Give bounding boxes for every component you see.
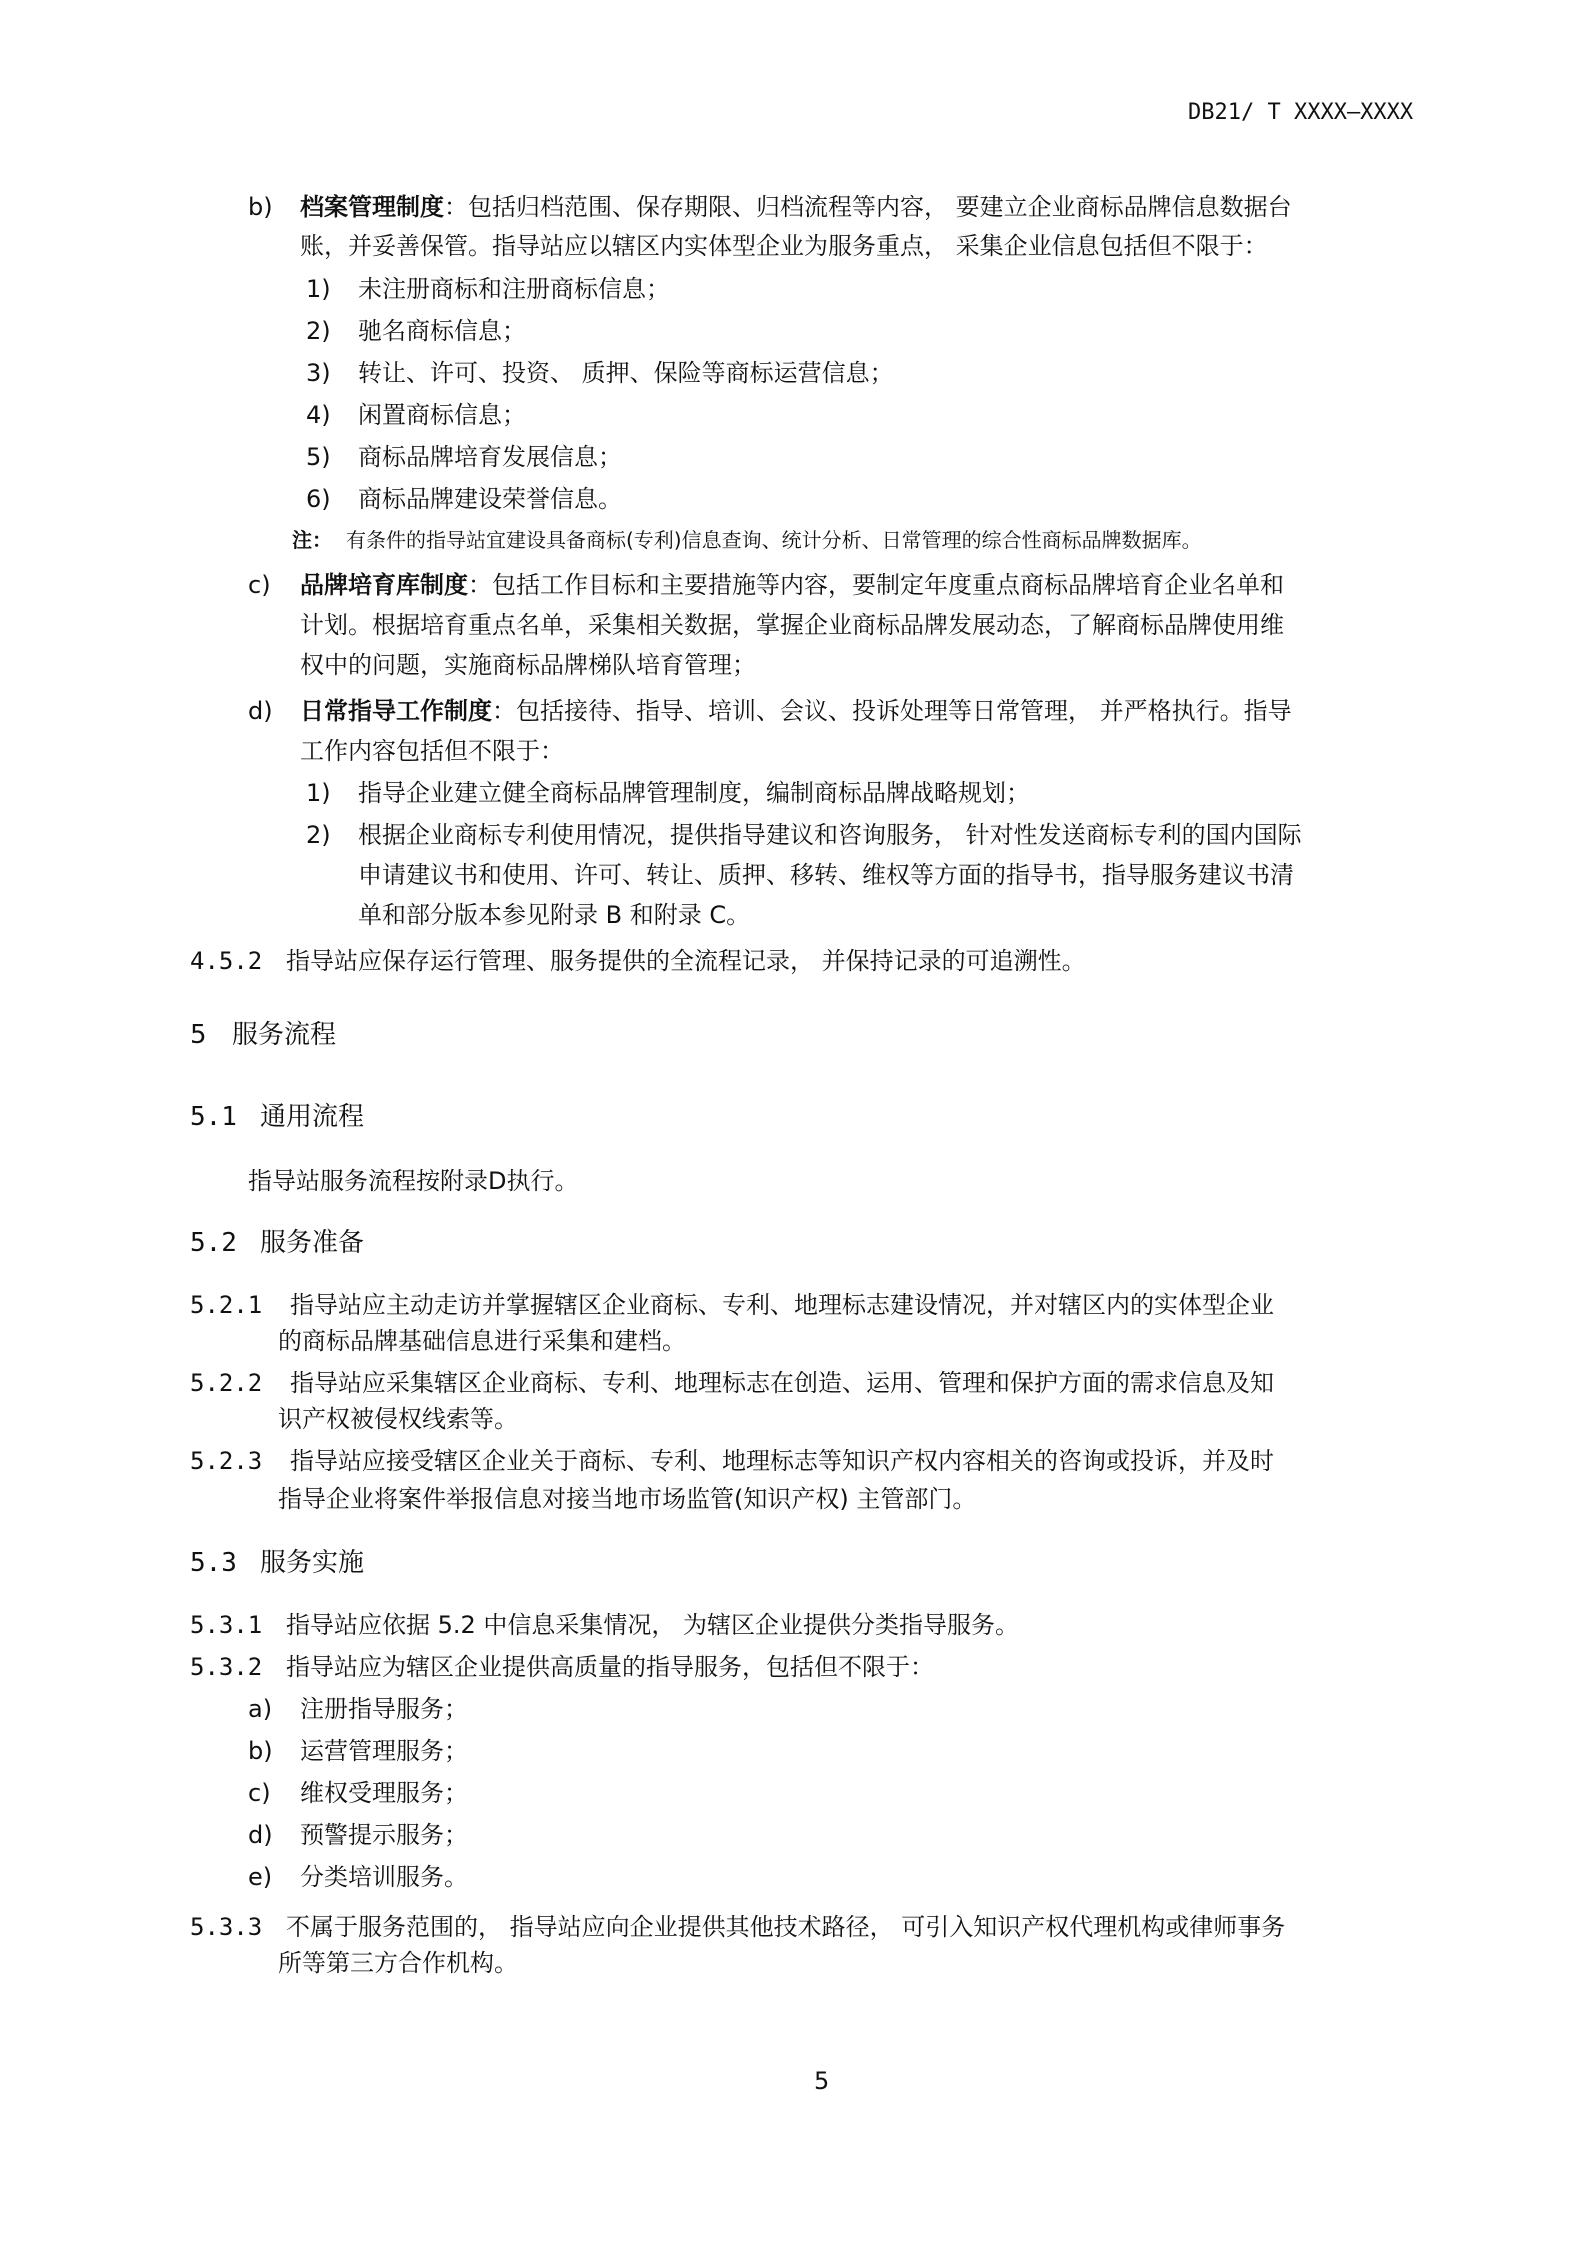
list-item	[306, 352, 894, 394]
section-title: 服务实施	[260, 1548, 365, 1578]
section-number: 5.2	[190, 1228, 237, 1258]
clause-text: 指导站应接受辖区企业关于商标、专利、地理标志等知识产权内容相关的咨询或投诉，并及时	[290, 1447, 1274, 1475]
item-label: b)	[248, 1737, 273, 1765]
clause-text: 指导站应为辖区企业提供高质量的指导服务，包括但不限于：	[286, 1653, 934, 1681]
clause-continuation: 识产权被侵权线索等。	[278, 1405, 518, 1433]
note-text: 有条件的指导站宜建设具备商标(专利)信息查询、统计分析、日常管理的综合性商标品牌数据库。	[346, 528, 1202, 552]
d-item-line1	[300, 690, 1292, 732]
item-text: 运营管理服务；	[300, 1737, 468, 1765]
c-item-title: 品牌培育库制度	[300, 571, 468, 599]
list-item	[248, 1688, 468, 1730]
section-heading-5-2	[190, 1222, 364, 1264]
list-item	[306, 310, 526, 352]
b-item-title: 档案管理制度	[300, 193, 444, 221]
page-number: 5	[814, 2067, 830, 2095]
document-code: DB21/ T XXXX—XXXX	[1188, 100, 1414, 125]
c-item-line2: 计划。根据培育重点名单，采集相关数据，掌握企业商标品牌发展动态，了解商标品牌使用维	[300, 611, 1284, 639]
c-item-line3: 权中的问题，实施商标品牌梯队培育管理；	[300, 651, 756, 679]
list-label-c: c)	[248, 571, 271, 599]
section-heading-5-1	[190, 1096, 364, 1138]
item-label: c)	[248, 1779, 271, 1807]
list-item	[248, 1730, 468, 1772]
list-item	[306, 436, 622, 478]
item-text: 指导企业建立健全商标品牌管理制度，编制商标品牌战略规划；	[358, 779, 1030, 807]
clause-number: 5.2.3	[190, 1447, 263, 1475]
item-number: 3)	[306, 359, 331, 387]
list-item-continuation: 单和部分版本参见附录 B 和附录 C。	[358, 901, 751, 929]
clause-4-5-2	[190, 940, 1086, 982]
item-text: 商标品牌培育发展信息；	[358, 443, 622, 471]
section-heading-5	[190, 1014, 336, 1056]
item-number: 4)	[306, 401, 331, 429]
list-item	[306, 268, 670, 310]
item-text: 维权受理服务；	[300, 1779, 468, 1807]
section-number: 5	[190, 1020, 207, 1050]
item-text: 商标品牌建设荣誉信息。	[358, 485, 622, 513]
note-label: 注：	[292, 528, 332, 552]
d-item-line2: 工作内容包括但不限于：	[300, 737, 564, 765]
clause-text: 指导站应依据 5.2 中信息采集情况， 为辖区企业提供分类指导服务。	[286, 1611, 1020, 1639]
clause-5-3-2	[190, 1646, 934, 1688]
c-item-line1	[300, 564, 1284, 606]
clause-number: 5.2.2	[190, 1369, 263, 1397]
list-item-continuation: 申请建议书和使用、许可、转让、质押、移转、维权等方面的指导书，指导服务建议书清	[358, 861, 1294, 889]
clause-continuation: 指导企业将案件举报信息对接当地市场监管(知识产权) 主管部门。	[278, 1485, 977, 1513]
section-title: 通用流程	[260, 1102, 365, 1132]
clause-text: 指导站应保存运行管理、服务提供的全流程记录， 并保持记录的可追溯性。	[286, 947, 1086, 975]
b-item-line2: 账，并妥善保管。指导站应以辖区内实体型企业为服务重点， 采集企业信息包括但不限于：	[300, 232, 1268, 260]
item-label: e)	[248, 1863, 273, 1891]
list-label-d: d)	[248, 697, 273, 725]
clause-continuation: 的商标品牌基础信息进行采集和建档。	[278, 1327, 686, 1355]
list-item	[306, 814, 1302, 856]
clause-text: 指导站应主动走访并掌握辖区企业商标、专利、地理标志建设情况，并对辖区内的实体型企业	[290, 1291, 1274, 1319]
clause-text: 指导站应采集辖区企业商标、专利、地理标志在创造、运用、管理和保护方面的需求信息及知	[290, 1369, 1274, 1397]
list-label-b: b)	[248, 193, 273, 221]
item-text: 分类培训服务。	[300, 1863, 468, 1891]
section-title: 服务流程	[232, 1020, 337, 1050]
clause-number: 5.3.1	[190, 1611, 263, 1639]
clause-text: 不属于服务范围的， 指导站应向企业提供其他技术路径， 可引入知识产权代理机构或律师事务	[286, 1913, 1286, 1941]
item-number: 2)	[306, 317, 331, 345]
section-title: 服务准备	[260, 1228, 365, 1258]
clause-number: 5.2.1	[190, 1291, 263, 1319]
item-text: 转让、许可、投资、 质押、保险等商标运营信息；	[358, 359, 894, 387]
section-number: 5.1	[190, 1102, 237, 1132]
item-number: 1)	[306, 275, 331, 303]
item-label: d)	[248, 1821, 273, 1849]
list-item	[306, 772, 1030, 814]
item-number: 6)	[306, 485, 331, 513]
note	[292, 522, 1202, 558]
item-label: a)	[248, 1695, 273, 1723]
section-heading-5-3	[190, 1542, 364, 1584]
item-text: 未注册商标和注册商标信息；	[358, 275, 670, 303]
d-item-title: 日常指导工作制度	[300, 697, 492, 725]
item-text: 闲置商标信息；	[358, 401, 526, 429]
list-item	[248, 1772, 468, 1814]
section-number: 5.3	[190, 1548, 237, 1578]
clause-5-2-3	[190, 1440, 1274, 1482]
paragraph: 指导站服务流程按附录D执行。	[248, 1167, 579, 1195]
clause-number: 5.3.3	[190, 1913, 263, 1941]
clause-number: 4.5.2	[190, 947, 263, 975]
item-text: 根据企业商标专利使用情况，提供指导建议和咨询服务， 针对性发送商标专利的国内国际	[358, 821, 1302, 849]
item-text: 驰名商标信息；	[358, 317, 526, 345]
clause-5-3-1	[190, 1604, 1019, 1646]
list-item	[248, 1814, 468, 1856]
item-text: 注册指导服务；	[300, 1695, 468, 1723]
d-item-text: ：包括接待、指导、培训、会议、投诉处理等日常管理， 并严格执行。指导	[492, 697, 1292, 725]
item-number: 2)	[306, 821, 331, 849]
list-item	[306, 394, 526, 436]
list-item	[248, 1856, 468, 1898]
b-item-line1	[300, 186, 1292, 228]
clause-continuation: 所等第三方合作机构。	[278, 1949, 518, 1977]
item-number: 5)	[306, 443, 331, 471]
item-text: 预警提示服务；	[300, 1821, 468, 1849]
item-number: 1)	[306, 779, 331, 807]
clause-number: 5.3.2	[190, 1653, 263, 1681]
b-item-text: ：包括归档范围、保存期限、归档流程等内容， 要建立企业商标品牌信息数据台	[444, 193, 1292, 221]
c-item-text: ：包括工作目标和主要措施等内容，要制定年度重点商标品牌培育企业名单和	[468, 571, 1284, 599]
list-item	[306, 478, 622, 520]
